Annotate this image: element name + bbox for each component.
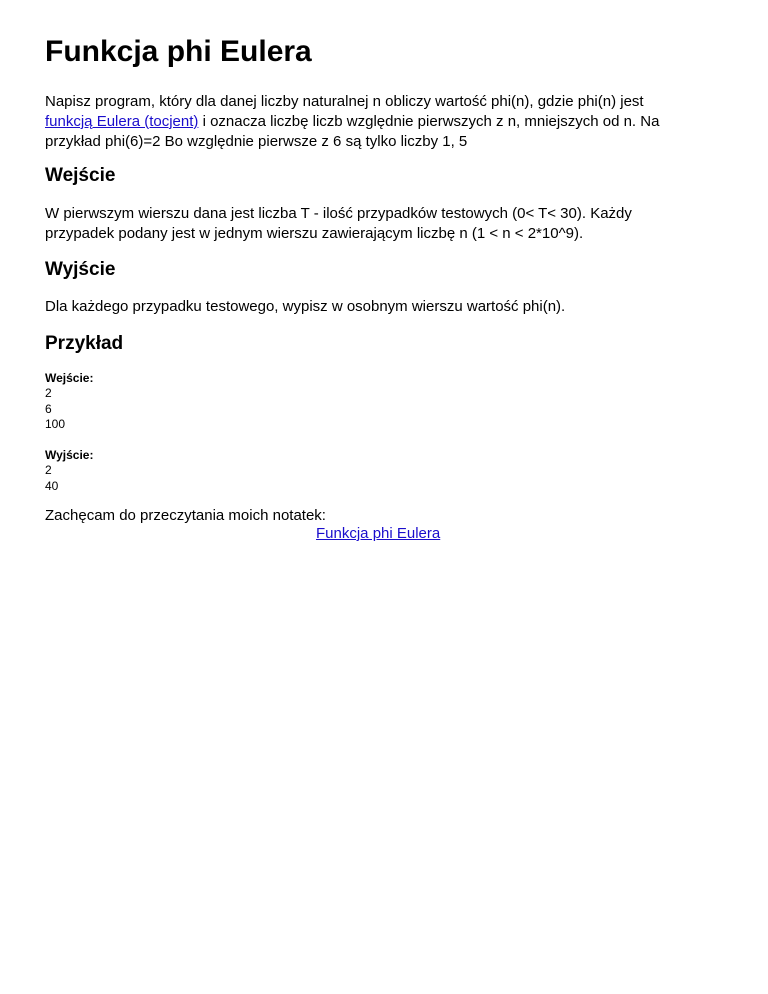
output-description: Dla każdego przypadku testowego, wypisz w osobnym wierszu wartość phi(n).	[45, 298, 566, 315]
intro-paragraph-line3: przykład phi(6)=2 Bo względnie pierwsze z 6 są tylko liczby 1, 5	[45, 133, 468, 150]
input-description-line2: przypadek podany jest w jednym wierszu zawierającym liczbę n (1 < n < 2*10^9).	[45, 225, 584, 242]
example-output-line: 2	[45, 463, 52, 477]
example-input-line: 100	[45, 417, 66, 431]
example-output-line: 40	[45, 478, 59, 493]
example-input-line: 6	[45, 401, 52, 416]
output-heading: Wyjście	[45, 259, 116, 280]
input-heading: Wejście	[45, 165, 116, 186]
intro-paragraph-line2	[45, 112, 725, 132]
example-input-line: 2	[45, 386, 52, 400]
totient-link[interactable]: funkcją Eulera (tocjent)	[45, 113, 199, 130]
notes-link[interactable]: Funkcja phi Eulera	[316, 525, 441, 542]
intro-text-start: Napisz program, który dla danej liczby naturalnej n obliczy wartość phi(n), gdzie phi(n) jest	[45, 93, 644, 110]
page-title: Funkcja phi Eulera	[45, 35, 312, 68]
example-heading: Przykład	[45, 333, 124, 354]
example-output-label: Wyjście:	[45, 448, 94, 462]
input-description-line1: W pierwszym wierszu dana jest liczba T - ilość przypadków testowych (0< T< 30). Każdy	[45, 205, 632, 222]
intro-text-continued: i oznacza liczbę liczb względnie pierwszych z n, mniejszych od n. Na	[198, 113, 660, 130]
footer-text: Zachęcam do przeczytania moich notatek:	[45, 507, 326, 524]
intro-paragraph-line1	[45, 92, 725, 112]
example-input-label: Wejście:	[45, 371, 94, 385]
